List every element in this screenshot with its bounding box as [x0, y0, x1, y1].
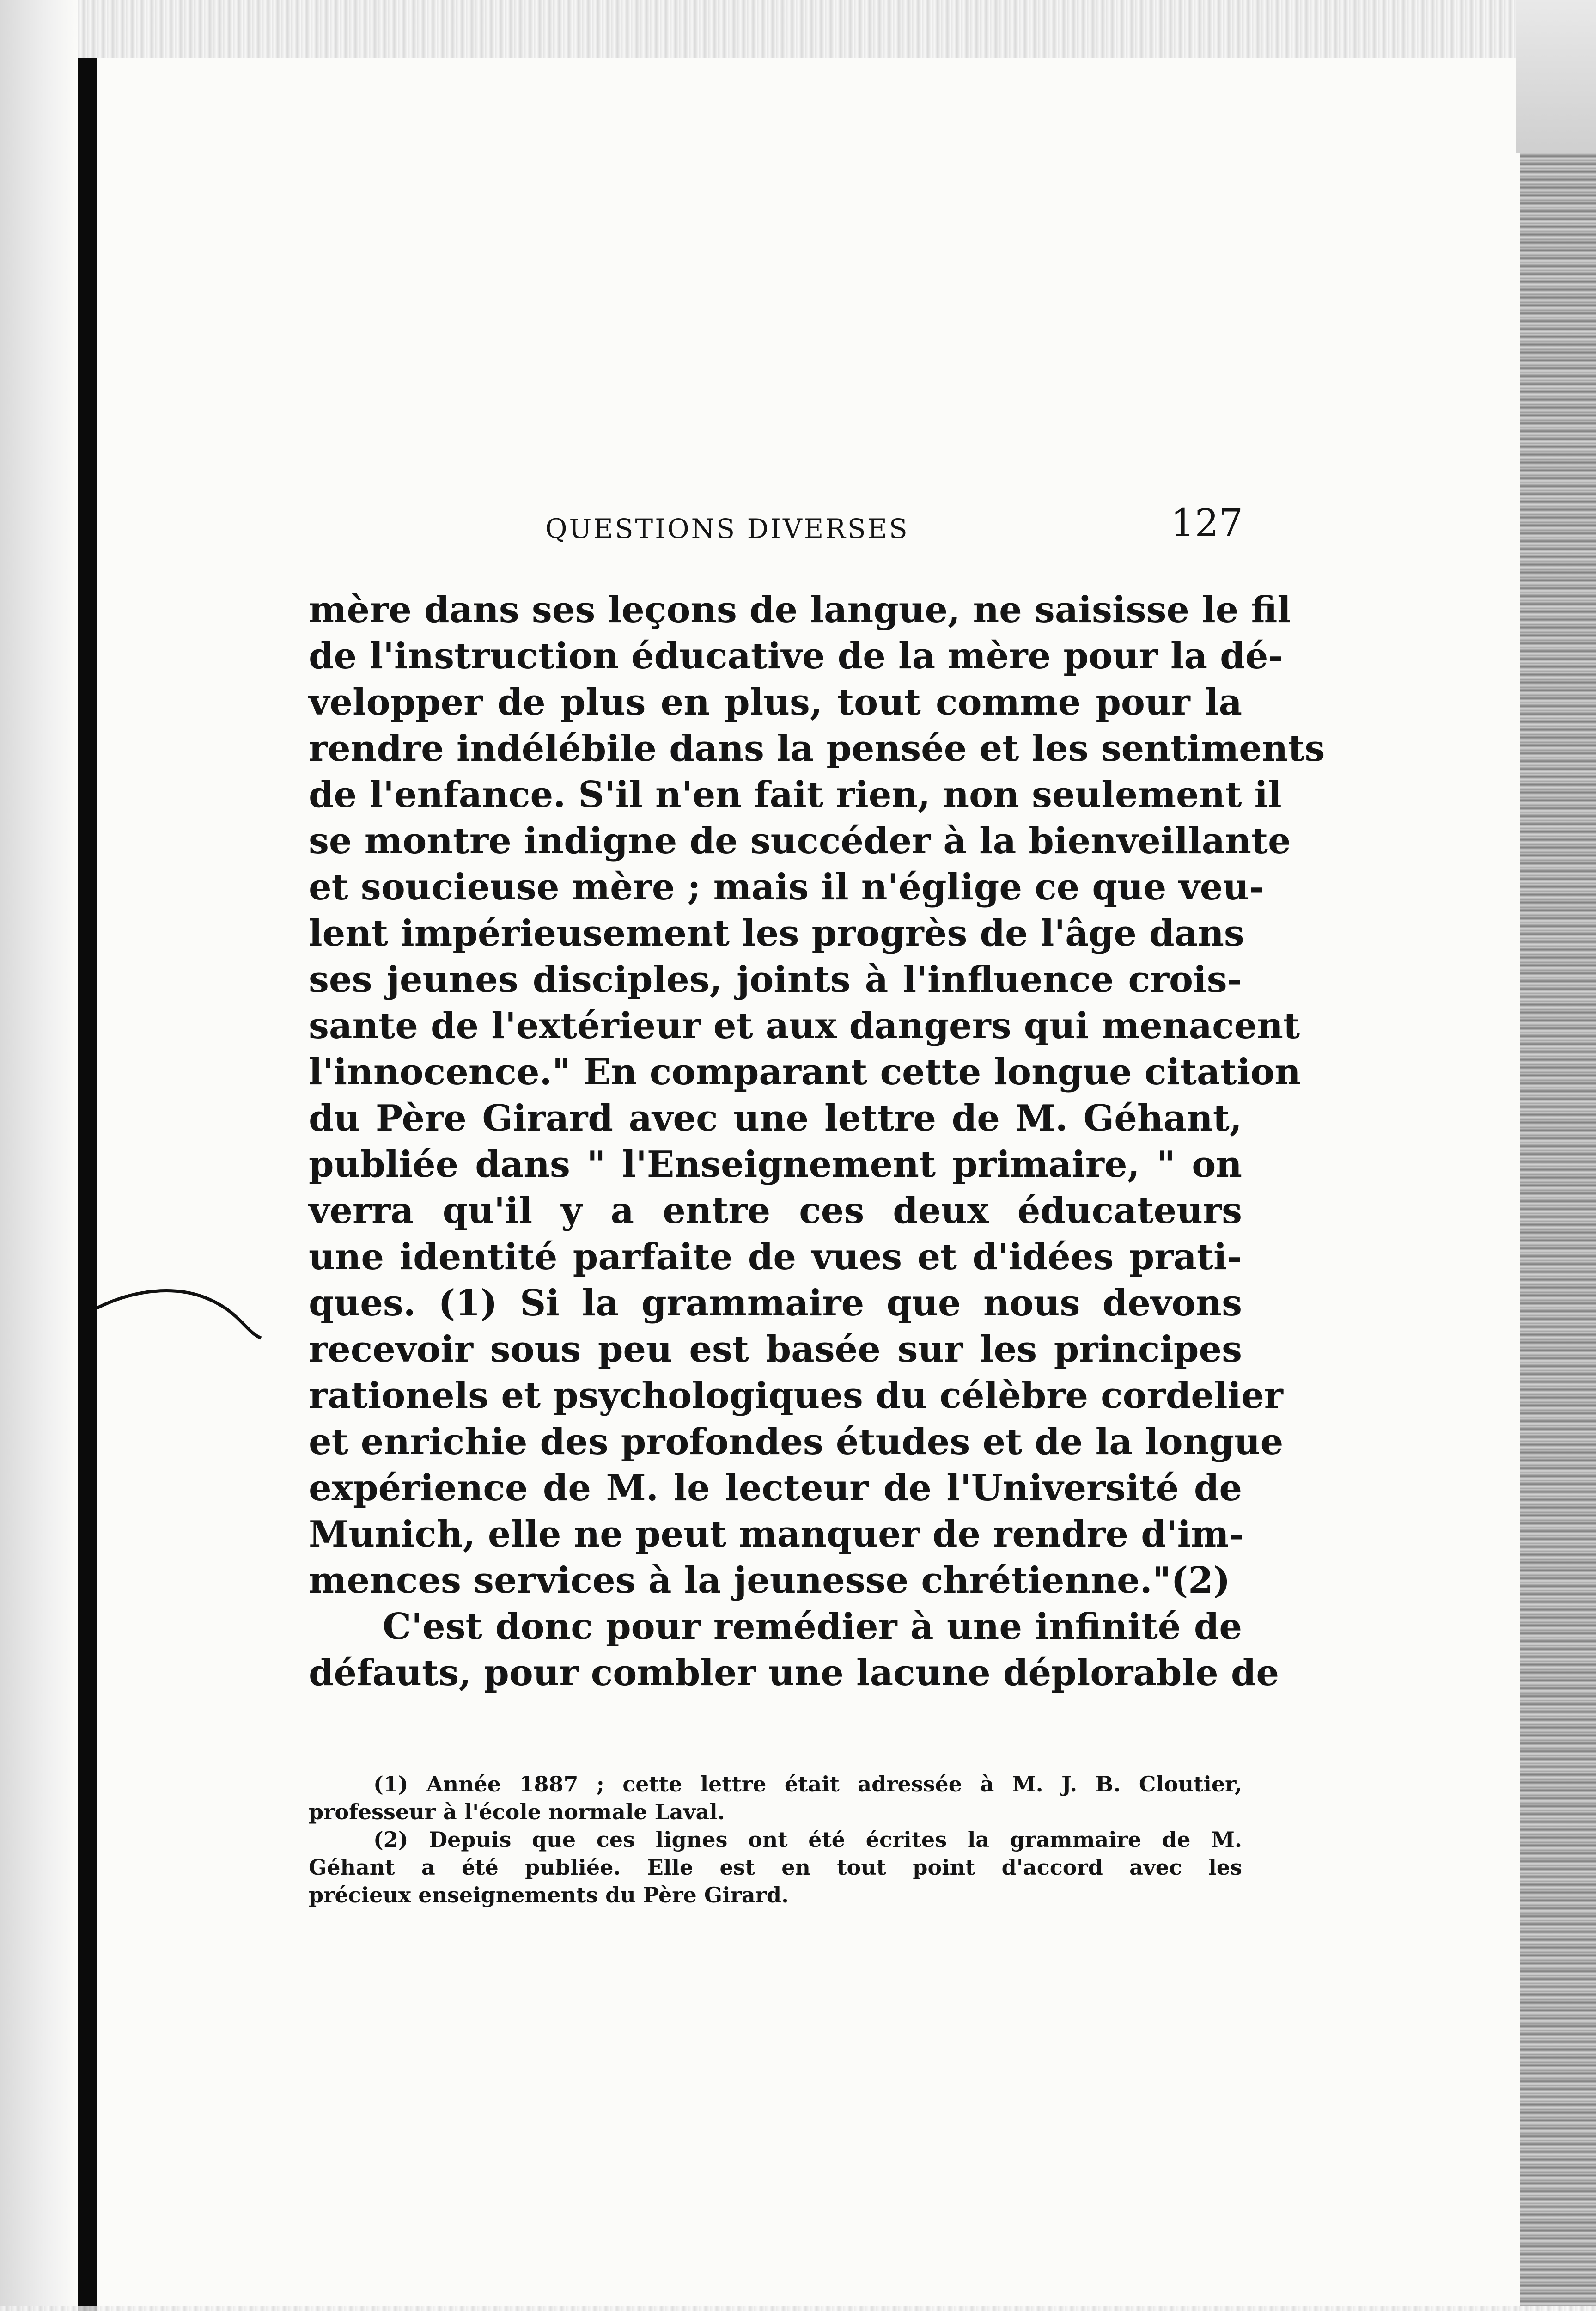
- text-line: se montre indigne de succéder à la bienveillante: [309, 820, 1291, 862]
- paragraph-first-line: C'est donc pour remédier à une infinité de: [383, 1606, 1242, 1648]
- binding-shadow: [78, 58, 97, 2311]
- text-line: verra qu'il y a entre ces deux éducateurs: [309, 1190, 1242, 1232]
- text-line: de l'enfance. S'il n'en fait rien, non seulement il: [309, 774, 1282, 816]
- text-line: lent impérieusement les progrès de l'âge dans: [309, 912, 1244, 954]
- text-line: Munich, elle ne peut manquer de rendre d'im-: [309, 1513, 1244, 1555]
- footnote-1-line: professeur à l'école normale Laval.: [309, 1799, 725, 1824]
- text-line: une identité parfaite de vues et d'idées prati-: [309, 1236, 1242, 1278]
- text-line: ques. (1) Si la grammaire que nous devons: [309, 1282, 1242, 1324]
- footnote-2-line: (2) Depuis que ces lignes ont été écrites la grammaire de M.: [373, 1827, 1242, 1852]
- text-line: du Père Girard avec une lettre de M. Géhant,: [309, 1097, 1242, 1139]
- running-head-title: QUESTIONS DIVERSES: [545, 513, 909, 544]
- text-line: et enrichie des profondes études et de la longue: [309, 1421, 1284, 1463]
- text-line: de l'instruction éducative de la mère pour la dé-: [309, 635, 1283, 677]
- footnote-2-line: précieux enseignements du Père Girard.: [309, 1883, 789, 1907]
- margin-pen-stroke: [97, 1280, 263, 1340]
- text-line: l'innocence." En comparant cette longue citation: [309, 1051, 1301, 1093]
- text-line: défauts, pour combler une lacune déplorable de: [309, 1652, 1279, 1694]
- text-line: velopper de plus en plus, tout comme pour la: [309, 681, 1242, 723]
- text-line: et soucieuse mère ; mais il n'églige ce que veu-: [309, 866, 1264, 908]
- scan-bottom-edge: [0, 2306, 1596, 2311]
- scan-left-edge: [0, 0, 78, 2311]
- text-line: recevoir sous peu est basée sur les principes: [309, 1328, 1242, 1370]
- text-line: publiée dans " l'Enseignement primaire, " on: [309, 1143, 1242, 1186]
- page-number: 127: [1170, 501, 1243, 545]
- text-line: expérience de M. le lecteur de l'Université de: [309, 1467, 1242, 1509]
- scan-right-corner: [1516, 0, 1596, 153]
- scan-right-edge: [1520, 153, 1596, 2306]
- footnote-2-line: Géhant a été publiée. Elle est en tout point d'accord avec les: [309, 1855, 1242, 1880]
- text-line: rationels et psychologiques du célèbre cordelier: [309, 1375, 1283, 1417]
- footnote-1-line: (1) Année 1887 ; cette lettre était adressée à M. J. B. Cloutier,: [373, 1772, 1242, 1797]
- text-line: mère dans ses leçons de langue, ne saisisse le fil: [309, 589, 1291, 631]
- scan-top-edge: [0, 0, 1596, 58]
- body-text: [309, 587, 1325, 1696]
- footnotes: [309, 1770, 1242, 1909]
- text-line: ses jeunes disciples, joints à l'influence crois-: [309, 959, 1242, 1001]
- text-line: mences services à la jeunesse chrétienne."(2): [309, 1559, 1231, 1602]
- text-line: sante de l'extérieur et aux dangers qui menacent: [309, 1005, 1300, 1047]
- running-head: [305, 501, 1243, 552]
- text-line: rendre indélébile dans la pensée et les sentiments: [309, 728, 1325, 770]
